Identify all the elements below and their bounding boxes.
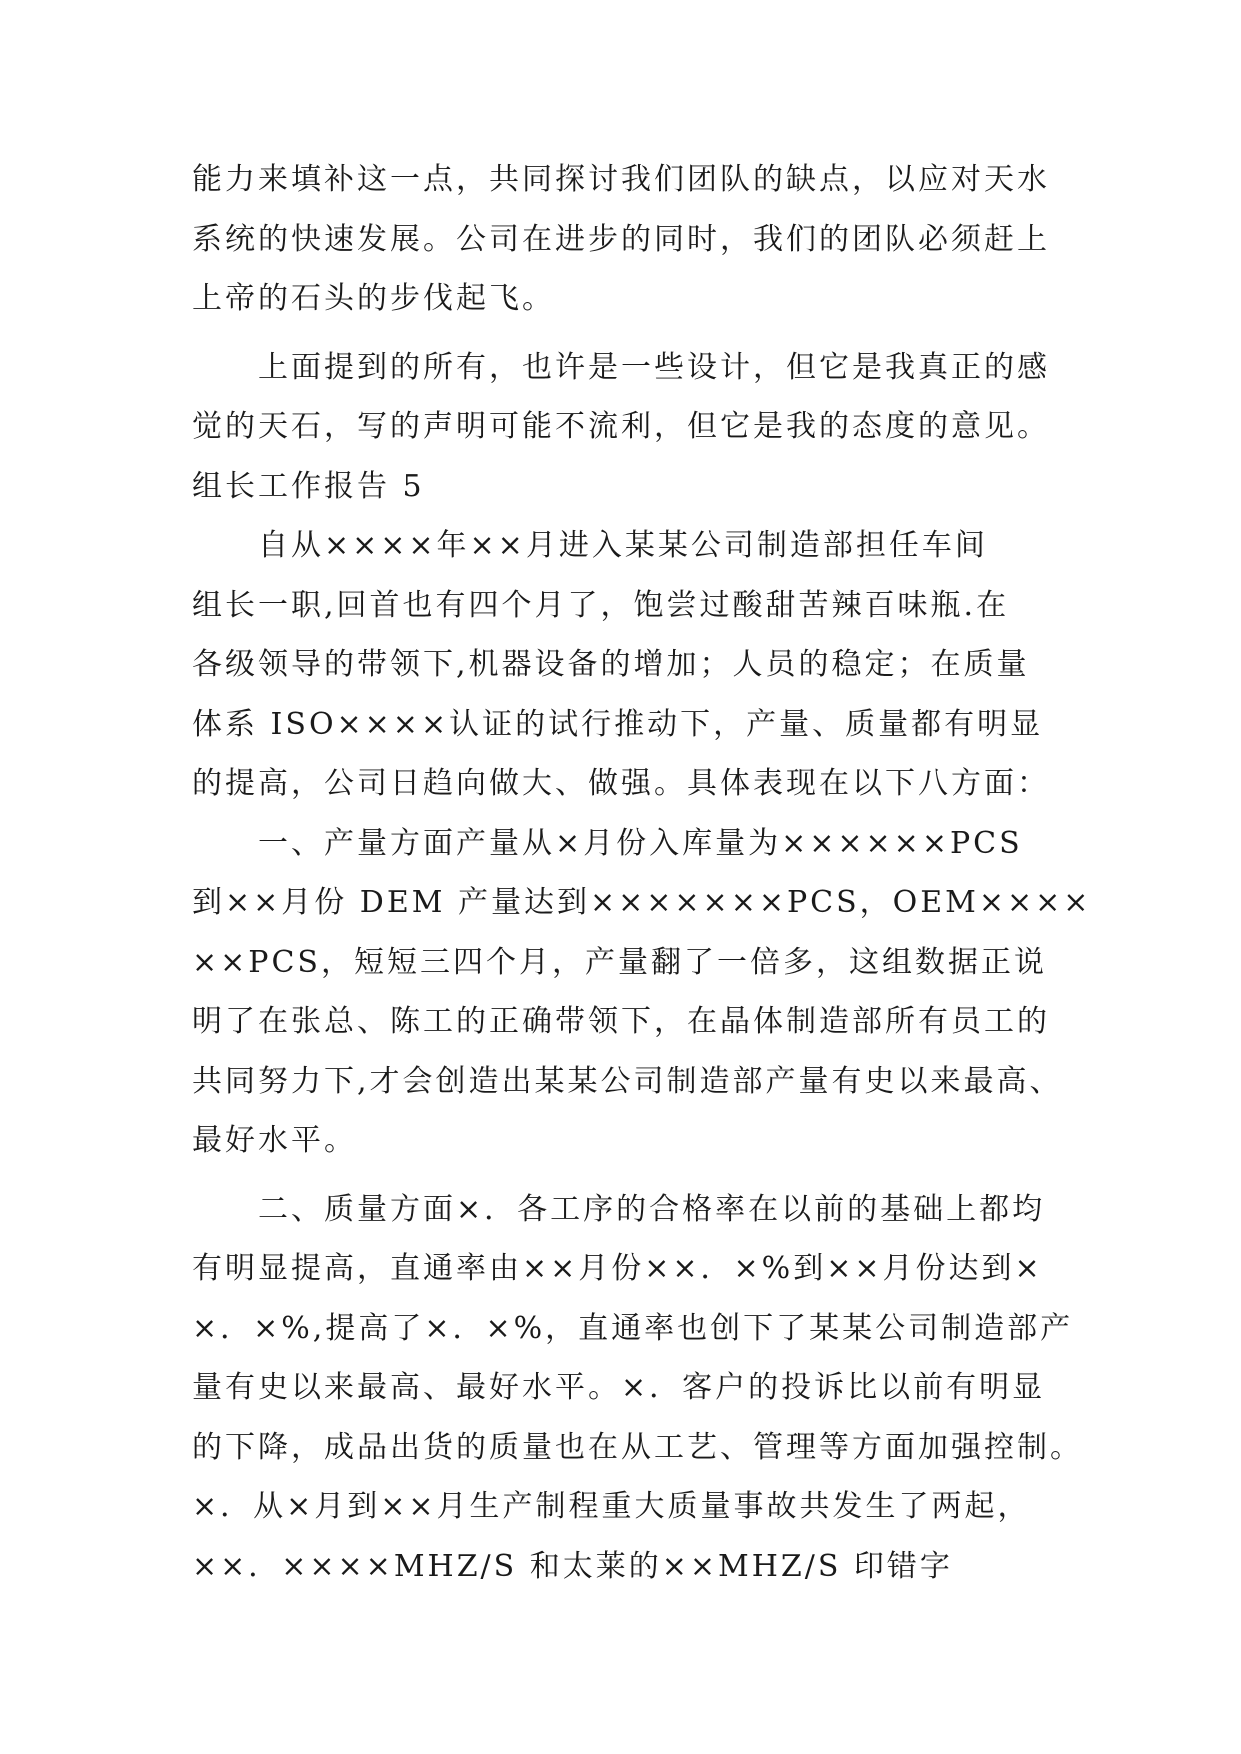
document-body: [192, 150, 1092, 1596]
text-line: 觉的天石，写的声明可能不流利，但它是我的态度的意见。: [192, 409, 1050, 444]
text-line: 一、产量方面产量从×月份入库量为××××××PCS: [192, 825, 1023, 861]
text-line: 的提高，公司日趋向做大、做强。具体表现在以下八方面：: [192, 766, 1050, 801]
text-line: 各级领导的带领下,机器设备的增加；人员的稳定；在质量: [192, 647, 1030, 682]
text-line: 最好水平。: [192, 1123, 357, 1158]
text-line: 体系 ISO××××认证的试行推动下，产量、质量都有明显: [192, 706, 1044, 742]
text-line: ××PCS，短短三四个月，产量翻了一倍多，这组数据正说: [192, 944, 1047, 980]
text-line: 二、质量方面×．各工序的合格率在以前的基础上都均: [192, 1191, 1046, 1227]
text-line: 系统的快速发展。公司在进步的同时，我们的团队必须赶上: [192, 221, 1050, 257]
text-line: 有明显提高，直通率由××月份××．×%到××月份达到×: [192, 1251, 1043, 1286]
text-line: 量有史以来最高、最好水平。×．客户的投诉比以前有明显: [192, 1370, 1046, 1405]
text-line: 明了在张总、陈工的正确带领下，在晶体制造部所有员工的: [192, 1004, 1050, 1039]
text-line: 上面提到的所有，也许是一些设计，但它是我真正的感: [192, 349, 1050, 385]
section-heading: 组长工作报告 5: [192, 468, 425, 504]
text-line: ×．从×月到××月生产制程重大质量事故共发生了两起，: [192, 1489, 1031, 1524]
text-line: 的下降，成品出货的质量也在从工艺、管理等方面加强控制。: [192, 1429, 1083, 1465]
text-line: 上帝的石头的步伐起飞。: [192, 281, 555, 316]
text-line: ××．××××MHZ/S 和太莱的××MHZ/S 印错字: [192, 1548, 953, 1584]
text-line: 自从××××年××月进入某某公司制造部担任车间: [192, 528, 988, 563]
text-line: 能力来填补这一点，共同探讨我们团队的缺点，以应对天水: [192, 162, 1050, 197]
text-line: ×．×%,提高了×．×%，直通率也创下了某某公司制造部产: [192, 1310, 1074, 1346]
text-line: 到××月份 DEM 产量达到×××××××PCS，OEM××××: [192, 885, 1092, 920]
text-line: 组长一职,回首也有四个月了，饱尝过酸甜苦辣百味瓶.在: [192, 587, 1010, 623]
text-line: 共同努力下,才会创造出某某公司制造部产量有史以来最高、: [192, 1063, 1063, 1099]
